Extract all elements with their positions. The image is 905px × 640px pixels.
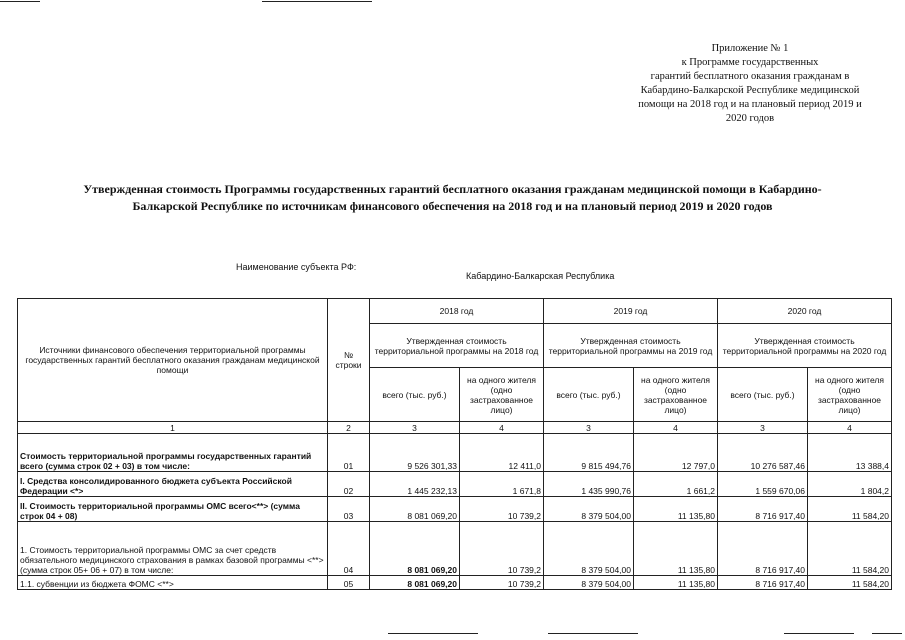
column-number: 4 — [460, 422, 544, 434]
row-number: 01 — [328, 434, 370, 472]
value-2019-total: 8 379 504,00 — [544, 497, 634, 522]
value-2019-total: 9 815 494,76 — [544, 434, 634, 472]
header-year-2020: 2020 год — [718, 299, 892, 324]
table-row — [18, 576, 892, 590]
value-2020-total: 8 716 917,40 — [718, 522, 808, 576]
row-source: 1.1. субвенции из бюджета ФОМС <**> — [18, 576, 328, 590]
value-2019-per-capita: 11 135,80 — [634, 497, 718, 522]
row-number: 03 — [328, 497, 370, 522]
header-per-capita: на одного жителя (одно застрахованное лицо) — [634, 368, 718, 422]
value-2020-total: 8 716 917,40 — [718, 497, 808, 522]
value-2019-total: 1 435 990,76 — [544, 472, 634, 497]
table-row — [18, 522, 892, 576]
value-2019-total: 8 379 504,00 — [544, 522, 634, 576]
value-2020-per-capita: 11 584,20 — [808, 497, 892, 522]
value-2018-per-capita: 12 411,0 — [460, 434, 544, 472]
column-number: 3 — [370, 422, 460, 434]
header-approved-2018: Утвержденная стоимость территориальной программы на 2018 год — [370, 324, 544, 368]
value-2018-per-capita: 10 739,2 — [460, 497, 544, 522]
document-title — [10, 181, 895, 215]
value-2020-total: 8 716 917,40 — [718, 576, 808, 590]
bottom-rule — [548, 633, 638, 634]
value-2018-total: 8 081 069,20 — [370, 576, 460, 590]
header-row-no: № строки — [328, 299, 370, 422]
value-2018-total: 1 445 232,13 — [370, 472, 460, 497]
appendix-note — [600, 42, 900, 126]
value-2018-total: 8 081 069,20 — [370, 497, 460, 522]
header-per-capita: на одного жителя (одно застрахованное лицо) — [460, 368, 544, 422]
value-2019-total: 8 379 504,00 — [544, 576, 634, 590]
row-source: I. Средства консолидированного бюджета субъекта Российской Федерации <*> — [18, 472, 328, 497]
value-2020-per-capita: 13 388,4 — [808, 434, 892, 472]
header-years-row — [18, 299, 892, 324]
bottom-rule — [388, 633, 478, 634]
header-approved-2020: Утвержденная стоимость территориальной программы на 2020 год — [718, 324, 892, 368]
value-2018-total: 8 081 069,20 — [370, 522, 460, 576]
appendix-line: к Программе государственных — [681, 57, 819, 68]
appendix-line: помощи на 2018 год и на плановый период 2019 и — [638, 99, 862, 110]
column-number: 2 — [328, 422, 370, 434]
column-numbers-row — [18, 422, 892, 434]
bottom-rule — [784, 633, 854, 634]
top-rule-center — [262, 1, 372, 2]
value-2018-per-capita: 1 671,8 — [460, 472, 544, 497]
value-2020-total: 10 276 587,46 — [718, 434, 808, 472]
subject-label: Наименование субъекта РФ: — [236, 262, 357, 272]
appendix-line: гарантий бесплатного оказания гражданам в — [650, 71, 850, 82]
column-number: 4 — [808, 422, 892, 434]
value-2020-per-capita: 11 584,20 — [808, 522, 892, 576]
value-2020-total: 1 559 670,06 — [718, 472, 808, 497]
top-rule-left — [0, 1, 40, 2]
table-row — [18, 434, 892, 472]
column-number: 3 — [544, 422, 634, 434]
column-number: 3 — [718, 422, 808, 434]
row-number: 04 — [328, 522, 370, 576]
value-2020-per-capita: 11 584,20 — [808, 576, 892, 590]
header-approved-2019: Утвержденная стоимость территориальной программы на 2019 год — [544, 324, 718, 368]
row-source: 1. Стоимость территориальной программы ОМС за счет средств обязательного медицинского страхования в рамках базовой программы <**> (сумма строк 05+ 06 + 07) в том числе: — [18, 522, 328, 576]
title-line-1: Утвержденная стоимость Программы государственных гарантий бесплатного оказания гражданам медицинской помощи в Кабардино- — [83, 182, 822, 196]
header-year-2019: 2019 год — [544, 299, 718, 324]
header-per-capita: на одного жителя (одно застрахованное лицо) — [808, 368, 892, 422]
value-2019-per-capita: 12 797,0 — [634, 434, 718, 472]
header-source: Источники финансового обеспечения территориальной программы государственных гарантий бесплатного оказания гражданам медицинской помощи — [18, 299, 328, 422]
header-total: всего (тыс. руб.) — [370, 368, 460, 422]
table-row — [18, 472, 892, 497]
subject-value: Кабардино-Балкарская Республика — [466, 271, 615, 281]
value-2018-total: 9 526 301,33 — [370, 434, 460, 472]
title-line-2: Балкарской Республике по источникам финансового обеспечения на 2018 год и на плановый период 2019 и 2020 годов — [132, 199, 773, 213]
row-number: 05 — [328, 576, 370, 590]
value-2019-per-capita: 11 135,80 — [634, 522, 718, 576]
value-2019-per-capita: 1 661,2 — [634, 472, 718, 497]
row-source: II. Стоимость территориальной программы ОМС всего<**> (сумма строк 04 + 08) — [18, 497, 328, 522]
appendix-line: 2020 годов — [725, 113, 775, 124]
appendix-line: Приложение № 1 — [711, 43, 789, 54]
cost-table — [17, 298, 892, 590]
row-number: 02 — [328, 472, 370, 497]
table-row — [18, 497, 892, 522]
header-year-2018: 2018 год — [370, 299, 544, 324]
appendix-line: Кабардино-Балкарской Республике медицинской — [640, 85, 860, 96]
column-number: 4 — [634, 422, 718, 434]
value-2020-per-capita: 1 804,2 — [808, 472, 892, 497]
header-total: всего (тыс. руб.) — [718, 368, 808, 422]
header-total: всего (тыс. руб.) — [544, 368, 634, 422]
value-2018-per-capita: 10 739,2 — [460, 522, 544, 576]
value-2018-per-capita: 10 739,2 — [460, 576, 544, 590]
column-number: 1 — [18, 422, 328, 434]
row-source: Стоимость территориальной программы государственных гарантий всего (сумма строк 02 + 03) в том числе: — [18, 434, 328, 472]
value-2019-per-capita: 11 135,80 — [634, 576, 718, 590]
bottom-rule — [872, 633, 902, 634]
